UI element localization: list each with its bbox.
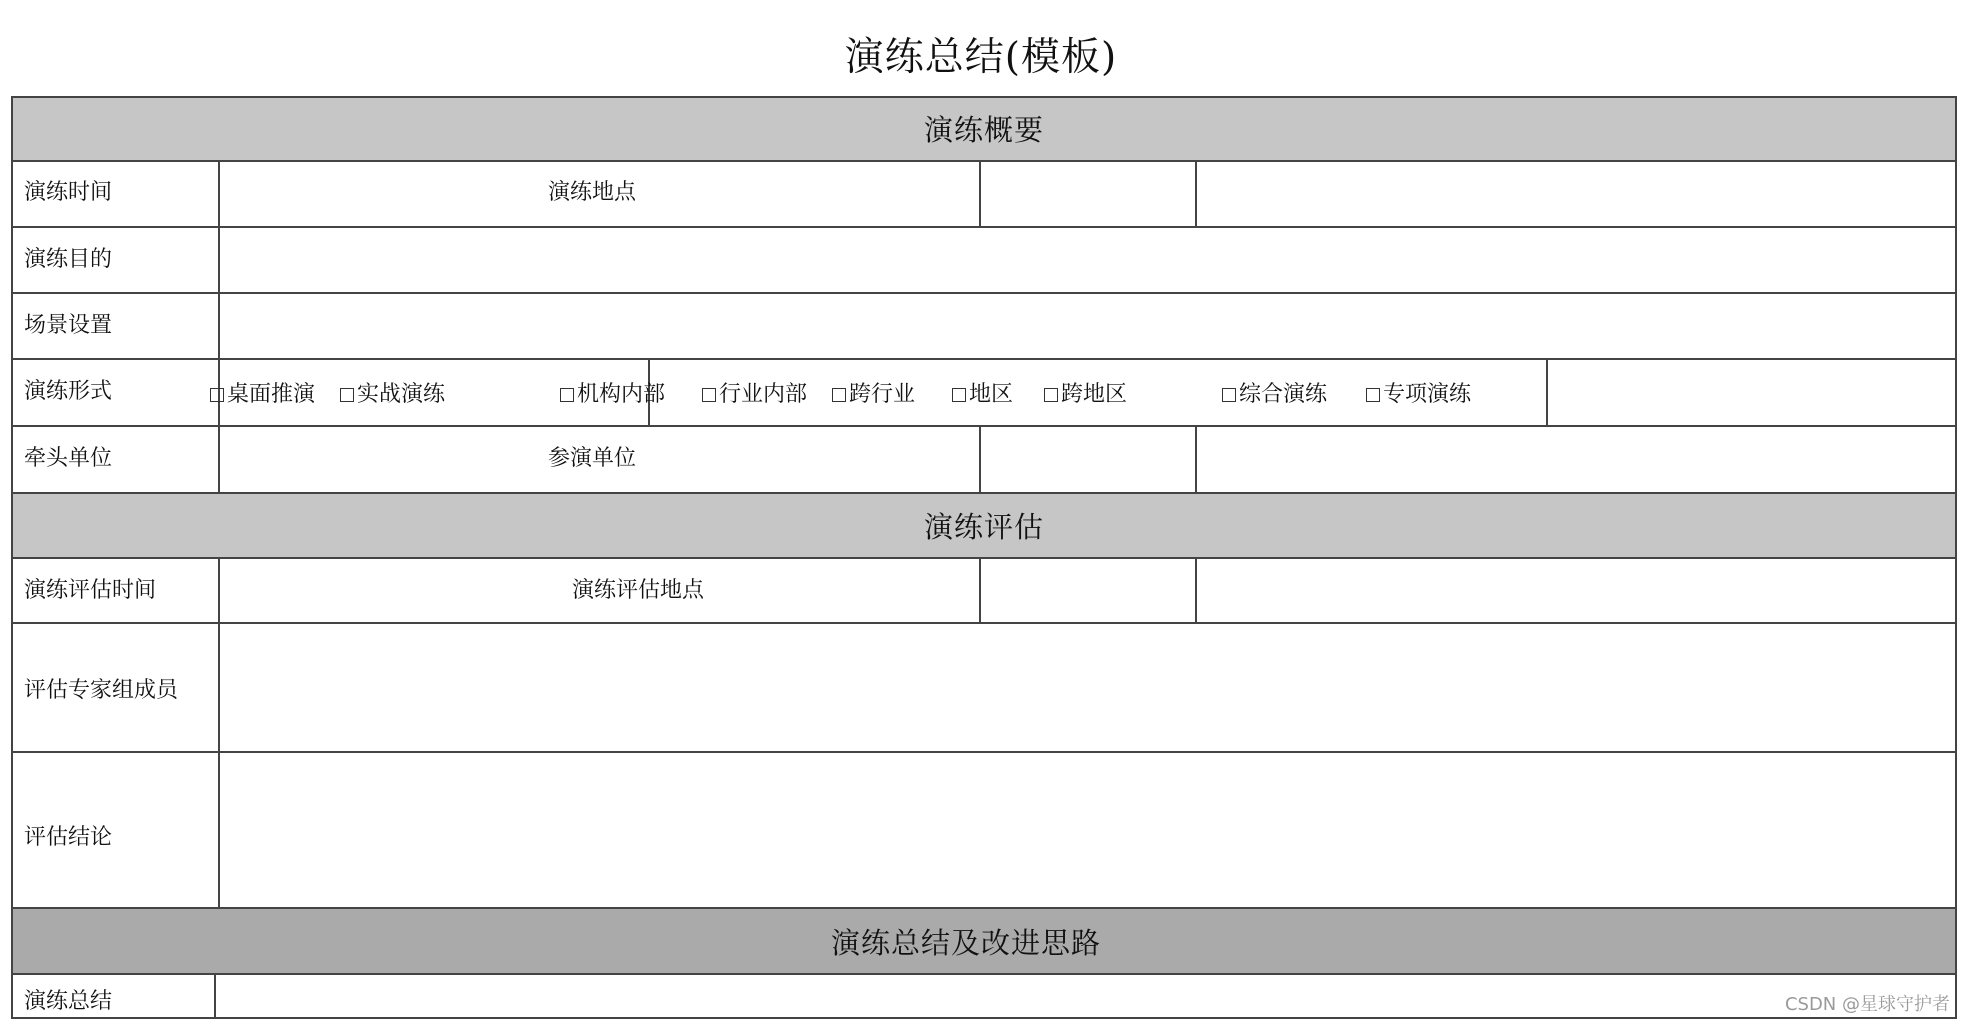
participant-unit-label: 参演单位 (548, 446, 637, 471)
column-divider (979, 425, 981, 493)
column-divider (1195, 160, 1197, 227)
checkbox-icon[interactable] (702, 388, 716, 402)
drill-summary-label: 演练总结 (24, 989, 113, 1014)
column-divider (979, 160, 981, 227)
form-option-cross-region[interactable]: 跨地区 (1044, 377, 1127, 408)
column-divider (1546, 358, 1548, 426)
form-option-desktop[interactable]: 桌面推演 (210, 377, 315, 408)
checkbox-icon[interactable] (560, 388, 574, 402)
drill-purpose-label: 演练目的 (24, 247, 113, 272)
drill-form-label: 演练形式 (24, 379, 113, 404)
row-divider (11, 425, 1957, 427)
row-divider (11, 160, 1957, 162)
column-divider (214, 973, 216, 1019)
checkbox-icon[interactable] (832, 388, 846, 402)
row-divider (11, 973, 1957, 975)
form-option-live[interactable]: 实战演练 (340, 377, 445, 408)
section-header-summary (13, 908, 1955, 973)
drill-time-label: 演练时间 (24, 180, 113, 205)
checkbox-icon[interactable] (1222, 388, 1236, 402)
expert-members-label: 评估专家组成员 (24, 678, 179, 703)
lead-unit-label: 牵头单位 (24, 446, 113, 471)
checkbox-icon[interactable] (952, 388, 966, 402)
row-divider (11, 751, 1957, 753)
form-option-industry[interactable]: 行业内部 (702, 377, 807, 408)
column-divider (1195, 425, 1197, 493)
checkbox-icon[interactable] (340, 388, 354, 402)
column-divider (218, 160, 220, 494)
row-divider (11, 622, 1957, 624)
row-divider (11, 557, 1957, 559)
column-divider (1195, 557, 1197, 623)
column-divider (218, 557, 220, 908)
form-option-comprehensive[interactable]: 综合演练 (1222, 377, 1327, 408)
form-option-cross-industry[interactable]: 跨行业 (832, 377, 915, 408)
evaluation-location-label: 演练评估地点 (572, 578, 705, 603)
form-option-region[interactable]: 地区 (952, 377, 1013, 408)
evaluation-conclusion-label: 评估结论 (24, 825, 113, 850)
row-divider (11, 226, 1957, 228)
row-divider (11, 492, 1957, 494)
row-divider (11, 358, 1957, 360)
scenario-label: 场景设置 (24, 313, 113, 338)
checkbox-icon[interactable] (1044, 388, 1058, 402)
page-title: 演练总结(模板) (844, 35, 1118, 80)
checkbox-icon[interactable] (210, 388, 224, 402)
drill-location-label: 演练地点 (548, 180, 637, 205)
section-title-overview: 演练概要 (923, 113, 1044, 147)
row-divider (11, 292, 1957, 294)
section-title-evaluation: 演练评估 (923, 510, 1044, 544)
section-header-overview (13, 98, 1955, 160)
form-option-internal[interactable]: 机构内部 (560, 377, 665, 408)
watermark: CSDN @星球守护者 (1784, 994, 1950, 1015)
section-title-summary: 演练总结及改进思路 (830, 926, 1101, 960)
column-divider (979, 557, 981, 623)
row-divider (11, 907, 1957, 909)
checkbox-icon[interactable] (1366, 388, 1380, 402)
section-header-evaluation (13, 494, 1955, 557)
form-option-special[interactable]: 专项演练 (1366, 377, 1471, 408)
evaluation-time-label: 演练评估时间 (24, 578, 157, 603)
